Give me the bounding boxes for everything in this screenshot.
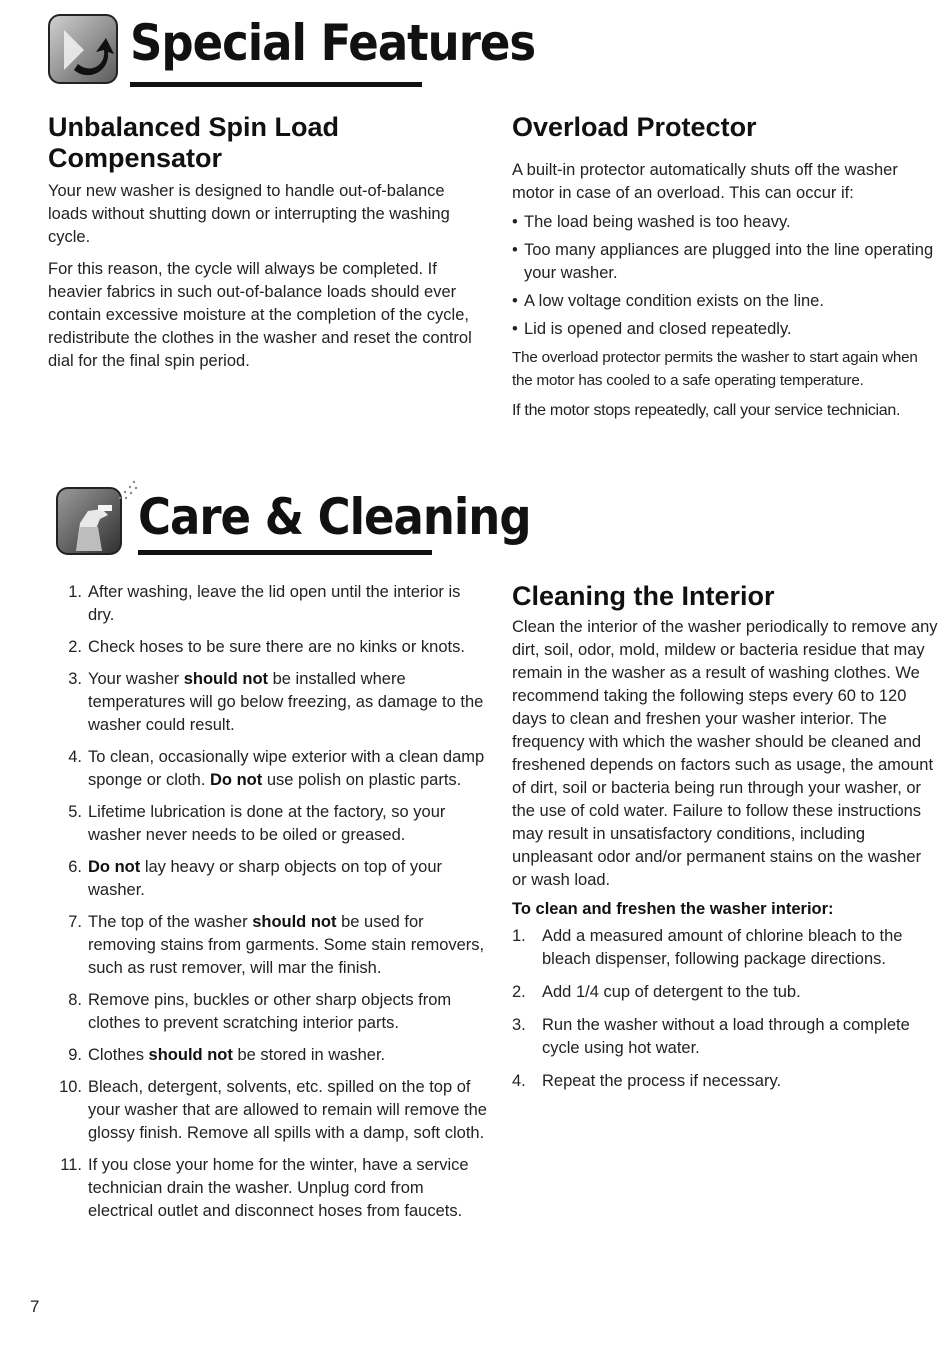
- overload-restart-span: The overload protector permits the washer to start again when the motor has cooled to a safe operating temperature.: [512, 349, 918, 389]
- list-item: [52, 668, 488, 737]
- list-item: [52, 856, 488, 902]
- list-number: 10.: [59, 1078, 82, 1096]
- list-text: After washing, leave the lid open until the interior is dry.: [88, 583, 461, 624]
- list-item: [52, 911, 488, 980]
- unbalanced-heading-line1: Unbalanced Spin Load: [48, 112, 340, 142]
- list-item: [52, 746, 488, 792]
- cleaning-steps-list: [512, 925, 940, 1093]
- overload-service-text: If the motor stops repeatedly, call your service technician.: [512, 402, 901, 419]
- list-emphasis: should not: [252, 913, 337, 931]
- list-number: 11.: [60, 1156, 82, 1174]
- overload-restart-text: [512, 346, 940, 392]
- cleaning-interior-section: [512, 581, 940, 1103]
- list-number: 3.: [68, 670, 82, 688]
- list-text-cont: be used for removing stains from garments. Some stain removers, such as rust remover, will mar the finish.: [88, 913, 485, 977]
- list-number: 2.: [68, 638, 82, 656]
- care-cleaning-icon: [56, 487, 122, 555]
- step-number: 2.: [512, 983, 526, 1001]
- list-number: 5.: [68, 803, 82, 821]
- step-text: Run the washer without a load through a complete cycle using hot water.: [542, 1016, 910, 1057]
- cleaning-interior-subheading: To clean and freshen the washer interior:: [512, 900, 834, 918]
- step-number: 3.: [512, 1016, 526, 1034]
- list-number: 9.: [68, 1046, 82, 1064]
- list-text: Lifetime lubrication is done at the factory, so your washer never needs to be oiled or greased.: [88, 803, 446, 844]
- list-item: [52, 636, 488, 659]
- care-cleaning-rule: [138, 550, 432, 555]
- list-item: • Too many appliances are plugged into the line operating your washer.: [512, 239, 940, 285]
- care-list: [52, 581, 488, 1223]
- page-number: 7: [30, 1297, 40, 1316]
- step-text: Repeat the process if necessary.: [542, 1072, 782, 1090]
- step-text: Add 1/4 cup of detergent to the tub.: [542, 983, 801, 1001]
- list-emphasis: should not: [148, 1046, 233, 1064]
- overload-heading: Overload Protector: [512, 112, 757, 142]
- list-item: [52, 801, 488, 847]
- list-item: • The load being washed is too heavy.: [512, 211, 940, 234]
- list-text-cont: be installed where temperatures will go below freezing, as damage to the washer could result.: [88, 670, 484, 734]
- list-item: [512, 1014, 940, 1060]
- unbalanced-heading-line2: Compensator: [48, 143, 223, 173]
- list-text-cont: be stored in washer.: [232, 1046, 386, 1064]
- list-item: • Lid is opened and closed repeatedly.: [512, 318, 940, 341]
- list-text-cont: lay heavy or sharp objects on top of your washer.: [88, 858, 442, 899]
- special-features-icon: [48, 14, 118, 84]
- care-list-section: [52, 581, 488, 1232]
- list-text: Remove pins, buckles or other sharp objects from clothes to prevent scratching interior parts.: [88, 991, 452, 1032]
- list-number: 7.: [68, 913, 82, 931]
- list-emphasis: should not: [183, 670, 269, 688]
- overload-intro: A built-in protector automatically shuts off the washer motor in case of an overload. This can occur if:: [512, 161, 898, 202]
- list-item: [52, 581, 488, 627]
- list-number: 1.: [68, 583, 82, 601]
- list-item: [52, 1154, 488, 1223]
- list-number: 6.: [68, 858, 82, 876]
- list-item: [52, 1076, 488, 1145]
- list-emphasis: Do not: [88, 858, 141, 876]
- unbalanced-paragraph-2: For this reason, the cycle will always be completed. If heavier fabrics in such out-of-balance loads should ever contain excessive moisture at the completion of the cycle, redistribute the clothes in the washer and reset the control dial for the final spin period.: [48, 260, 472, 370]
- list-item: [512, 925, 940, 971]
- overload-section: [512, 112, 940, 422]
- list-emphasis: Do not: [210, 771, 263, 789]
- list-item: [512, 981, 940, 1004]
- cleaning-interior-body: Clean the interior of the washer periodically to remove any dirt, soil, odor, mold, mildew or bacteria residue that may remain in the washer as a result of washing clothes. We recommend taking the following steps every 60 to 120 days to clean and freshen your washer interior. The frequency with which the washer should be cleaned and freshened depends on factors such as usage, the amount of dirt, soil or bacteria being run through your washer, or the use of cold water. Failure to follow these instructions may result in unsatisfactory conditions, including unpleasant odor and/or permanent stains on the washer or wash load.: [512, 618, 938, 889]
- unbalanced-heading: [48, 112, 478, 174]
- list-item: [512, 1070, 940, 1093]
- list-text: Your washer: [88, 670, 184, 688]
- list-item: [52, 989, 488, 1035]
- list-text: Clothes: [88, 1046, 149, 1064]
- list-text: To clean, occasionally wipe exterior with a clean damp sponge or cloth.: [88, 748, 485, 789]
- list-text: Check hoses to be sure there are no kinks or knots.: [88, 638, 465, 656]
- cleaning-interior-heading: Cleaning the Interior: [512, 581, 775, 611]
- step-number: 1.: [512, 927, 526, 945]
- list-text: The top of the washer: [88, 913, 253, 931]
- list-item: • A low voltage condition exists on the line.: [512, 290, 940, 313]
- list-text: Bleach, detergent, solvents, etc. spilled on the top of your washer that are allowed to remain will remove the glossy finish. Remove all spills with a damp, soft cloth.: [88, 1078, 487, 1142]
- special-features-rule: [130, 82, 422, 87]
- list-text-cont: use polish on plastic parts.: [262, 771, 462, 789]
- list-number: 8.: [68, 991, 82, 1009]
- care-cleaning-title: Care & Cleaning: [138, 488, 531, 546]
- step-text: Add a measured amount of chlorine bleach to the bleach dispenser, following package directions.: [542, 927, 903, 968]
- overload-bullet-list: [512, 211, 940, 341]
- unbalanced-paragraph-1: Your new washer is designed to handle out-of-balance loads without shutting down or interrupting the washing cycle.: [48, 182, 450, 246]
- list-text: If you close your home for the winter, have a service technician drain the washer. Unplug cord from electrical outlet and disconnect hoses from faucets.: [88, 1156, 469, 1220]
- unbalanced-section: [48, 112, 478, 373]
- special-features-title: Special Features: [130, 14, 536, 72]
- list-number: 4.: [68, 748, 82, 766]
- step-number: 4.: [512, 1072, 526, 1090]
- list-item: [52, 1044, 488, 1067]
